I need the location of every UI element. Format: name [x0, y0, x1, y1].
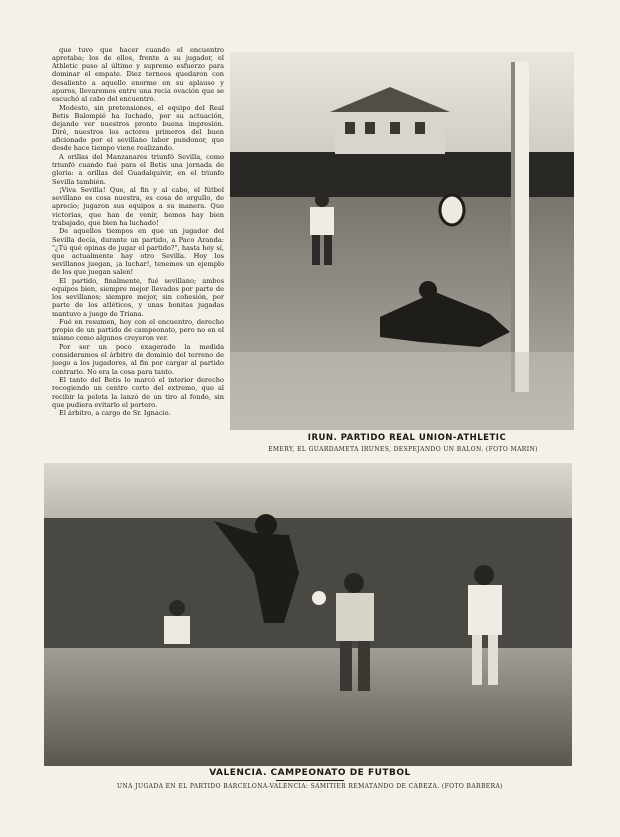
article-paragraph: El tanto del Betis lo marcó el interior derecho recogiendo un centro corto del extremo, que al recibir la pelota la lanzó de un tiro al fondo, sin que pudiera evitarlo el portero. [52, 376, 224, 409]
irun-photo-illustration [230, 52, 574, 430]
irun-photo-title: IRUN. PARTIDO REAL UNION-ATHLETIC [307, 433, 507, 443]
article-paragraph: Por ser un poco exagerado la medida consideramos el árbitro de dominio del terreno de juego a los jugadores, al fin por cargar al partido contrario. No era la cosa para tanto. [52, 343, 224, 376]
article-paragraph: que tuvo que hacer cuando el encuentro apretaba; los de ellos, frente a su jugador, el Athletic puso al último y supremo esfuerzo para dominar el empate. Diez terneos quedaron con desaliento a aquello enorme en su aplauso y apuros, llevaremos entre una recia ovación que se escuchó al cabo del encuentro. [52, 46, 224, 103]
valencia-match-photo [44, 463, 572, 766]
article-paragraph: El árbitro, a cargo de Sr. Ignacio. [59, 409, 171, 418]
valencia-photo-illustration [44, 463, 572, 766]
article-paragraph: Fué en resumen, hoy con el encuentro, derecho propio de un partido de campeonato, pero no en el mismo como algunos creyeron ver. [52, 318, 224, 343]
valencia-photo-caption: UNA JUGADA EN EL PARTIDO BARCELONA-VALENCIA: SAMITIER REMATANDO DE CABEZA. (FOTO BARBERA) [117, 783, 503, 790]
irun-photo-caption: EMERY, EL GUARDAMETA IRUNES, DESPEJANDO UN BALON. (FOTO MARIN) [268, 446, 538, 453]
article-paragraph: ¡Viva Sevilla! Que, al fin y al cabo, el fútbol sevillano es cosa nuestra, es cosa de orgullo, de aprecio; jugaron sus equipos a su manera. Que victorias, que han de venir, hemos hay bien trabajado, que bien ha luchado! [52, 186, 224, 227]
article-paragraph: El partido, finalmente, fué sevillano; ambos equipos bien, siempre mejor llevados por parte de los sevillanos; siempre mejor, sin cohesión, por parte de los atléticos, y unas bonitas jugadas mantuvo a juego de Triana. [52, 276, 224, 318]
article-paragraph: Modesto, sin pretensiones, el equipo del Real Betis Balompié ha luchado, por su actuación, dejando ver nuestros pronto buena impresión. Diré, nuestros los actores primeros del buen aficionado por el sevillano labor pundonor, que desde hace tiempo viene realizando. [52, 103, 224, 153]
article-paragraph: A orillas del Manzanares triunfó Sevilla, como triunfó cuando fué para el Betis una jornada de gloria: a orillas del Guadalquivir, en el triunfo Sevilla también. [52, 153, 224, 186]
irun-match-photo [230, 52, 574, 430]
valencia-photo-title: VALENCIA. CAMPEONATO DE FUTBOL [209, 768, 411, 778]
caption-divider [276, 780, 344, 781]
article-column [52, 46, 224, 461]
article-paragraph: De aquellos tiempos en que un jugador del Sevilla decía, durante un partido, a Paco Aranda: "¿Tú qué opinas de jugar el partido?", hasta hoy sí, que actualmente hay otro Sevilla. Hoy los sevillanos juegan, ¡a luchar!, tenemos un ejemplo de los que juegan salen! [52, 227, 224, 277]
